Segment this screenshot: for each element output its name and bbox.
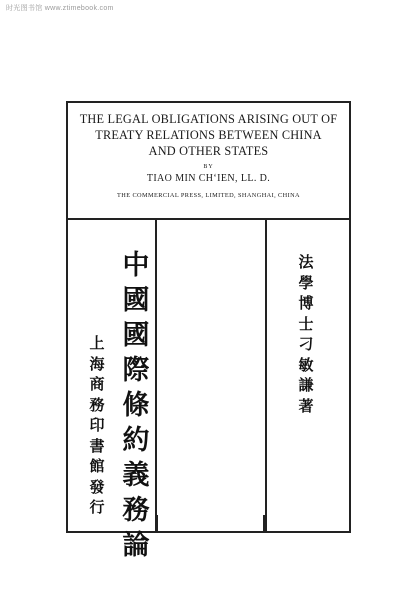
title-char: 國	[122, 285, 150, 316]
title-char: 義	[122, 460, 150, 491]
publisher-line: THE COMMERCIAL PRESS, LIMITED, SHANGHAI, CHINA	[117, 192, 300, 199]
title-char: 國	[122, 320, 150, 351]
author-char: 刁	[298, 335, 314, 353]
title-char: 務	[122, 495, 150, 526]
title-char: 際	[122, 355, 150, 386]
author-char: 士	[298, 314, 314, 333]
author-name: TIAO MIN CH‘IEN, LL. D.	[146, 173, 271, 184]
author-char: 學	[298, 273, 314, 292]
title-line-3: AND OTHER STATES	[148, 144, 269, 158]
publisher-char: 行	[89, 498, 105, 516]
author-char: 敏	[298, 355, 314, 374]
author-char: 謙	[298, 376, 314, 394]
bottom-tick-right	[263, 515, 265, 533]
title-char: 論	[122, 530, 150, 561]
title-vertical-chinese	[106, 248, 166, 563]
title-line-2: TREATY RELATIONS BETWEEN CHINA	[95, 128, 322, 142]
english-title-block	[68, 103, 349, 220]
publisher-char: 上	[89, 334, 105, 352]
publisher-char: 商	[89, 375, 105, 393]
publisher-char: 印	[89, 416, 105, 434]
author-vertical-chinese	[286, 252, 326, 416]
column-divider-right	[265, 218, 267, 531]
title-char: 條	[122, 390, 150, 421]
author-char: 博	[298, 294, 314, 312]
title-char: 中	[122, 250, 150, 281]
author-char: 著	[298, 396, 314, 415]
publisher-char: 館	[89, 457, 105, 475]
publisher-char: 務	[89, 395, 105, 414]
title-line-1: THE LEGAL OBLIGATIONS ARISING OUT OF	[79, 112, 338, 126]
publisher-char: 海	[89, 354, 105, 373]
title-char: 約	[122, 425, 150, 456]
author-char: 法	[298, 253, 314, 271]
by-label: BY	[203, 164, 214, 170]
watermark-text: 时光图书馆 www.ztimebook.com	[6, 5, 114, 12]
publisher-char: 書	[89, 436, 105, 455]
publisher-char: 發	[89, 477, 105, 496]
